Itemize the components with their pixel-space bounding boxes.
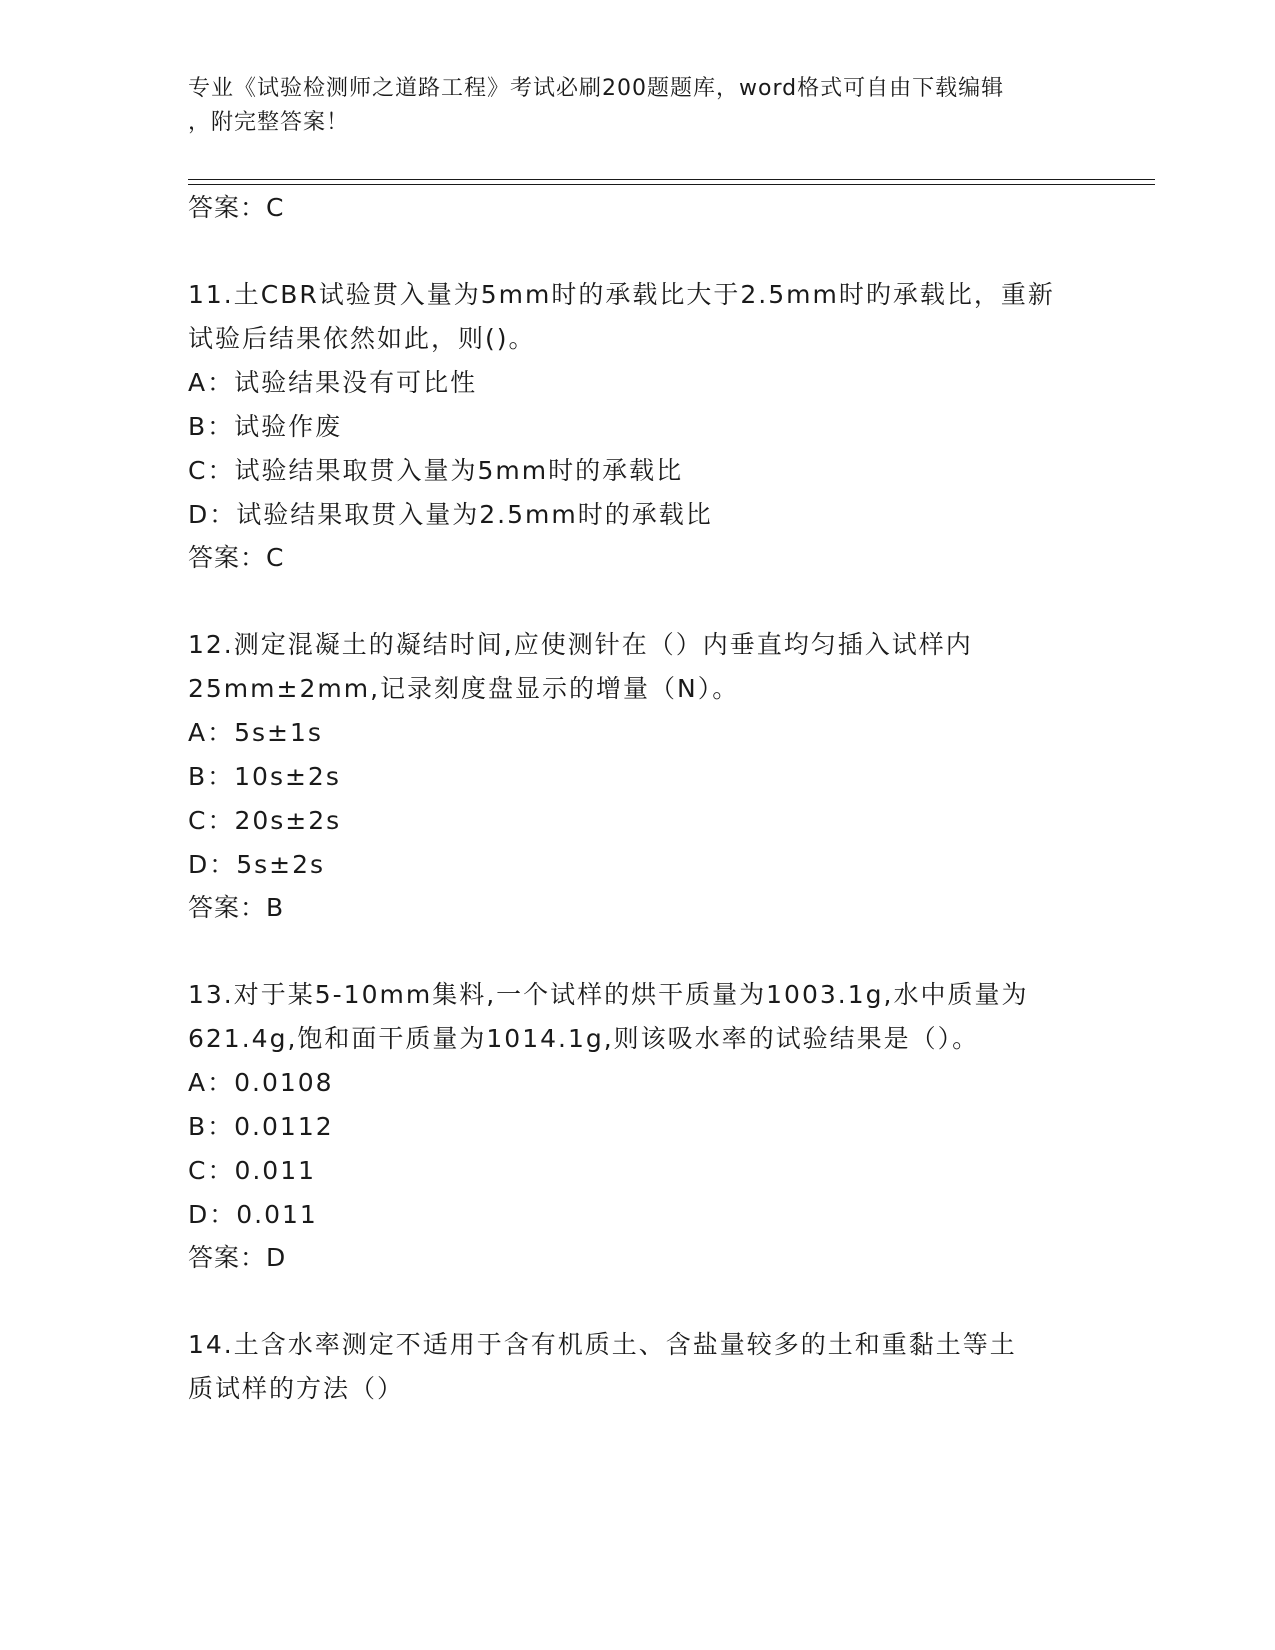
q13-answer: 答案：D (188, 1243, 287, 1272)
q13-option-b: B：0.0112 (188, 1112, 334, 1141)
q13-stem-line-1: 13.对于某5-10mm集料,一个试样的烘干质量为1003.1g,水中质量为 (188, 980, 1029, 1009)
q13-stem-line-2: 621.4g,饱和面干质量为1014.1g,则该吸水率的试验结果是（）。 (188, 1024, 980, 1053)
q13-option-a: A：0.0108 (188, 1068, 334, 1097)
q12-stem-line-1: 12.测定混凝土的凝结时间,应使测针在（）内垂直均匀插入试样内 (188, 630, 973, 659)
q13-option-c: C：0.011 (188, 1156, 317, 1185)
q11-option-c: C：试验结果取贯入量为5mm时的承载比 (188, 456, 684, 485)
q14-stem-line-1: 14.土含水率测定不适用于含有机质土、含盐量较多的土和重黏土等土 (188, 1330, 1017, 1359)
q12-option-c: C：20s±2s (188, 806, 342, 835)
q11-option-b: B：试验作废 (188, 412, 343, 441)
q13-option-d: D：0.011 (188, 1200, 318, 1229)
q11-stem-line-2: 试验后结果依然如此，则()。 (188, 324, 536, 353)
q12-stem-line-2: 25mm±2mm,记录刻度盘显示的增量（N）。 (188, 674, 740, 703)
q12-option-b: B：10s±2s (188, 762, 341, 791)
q11-stem-line-1: 11.土CBR试验贯入量为5mm时的承载比大于2.5mm时旳承载比，重新 (188, 280, 1055, 309)
header-divider-top (188, 179, 1155, 180)
q12-option-d: D：5s±2s (188, 850, 326, 879)
header-divider-bottom (188, 184, 1155, 185)
previous-answer: 答案：C (188, 193, 285, 222)
header-line-2: ，附完整答案！ (188, 110, 350, 135)
header-line-1: 专业《试验检测师之道路工程》考试必刷200题题库，word格式可自由下载编辑 (188, 76, 1005, 101)
q14-stem-line-2: 质试样的方法（） (188, 1374, 405, 1403)
document-header (188, 72, 1088, 140)
q12-option-a: A：5s±1s (188, 718, 323, 747)
q11-answer: 答案：C (188, 543, 285, 572)
q12-answer: 答案：B (188, 893, 285, 922)
q11-option-d: D：试验结果取贯入量为2.5mm时的承载比 (188, 500, 713, 529)
q11-option-a: A：试验结果没有可比性 (188, 368, 478, 397)
